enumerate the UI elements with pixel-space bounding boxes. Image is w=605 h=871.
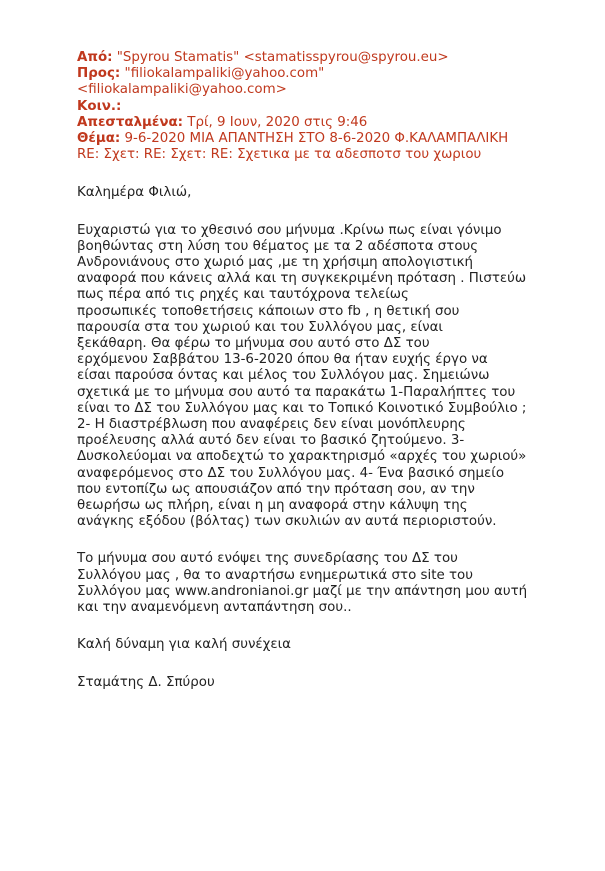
cc-label: Κοιν.: bbox=[77, 98, 122, 114]
body-line: Ευχαριστώ για το χθεσινό σου μήνυμα .Κρίνω πως είναι γόνιμο bbox=[77, 222, 502, 238]
body-line: πως πέρα από τις ρηχές και ταυτόχρονα τελείως bbox=[77, 287, 409, 303]
body-line: βοηθώντας στη λύση του θέματος με τα 2 αδέσποτα στους bbox=[77, 238, 479, 254]
body-line: είσαι παρούσα όντας και μέλος του Συλλόγου μας. Σημειώνω bbox=[77, 368, 490, 384]
body-line: ξεκάθαρη. Θα φέρω το μήνυμα σου αυτό στο ΔΣ του bbox=[77, 336, 430, 352]
body-line: σχετικά με το μήνυμα σου αυτό τα παρακάτω 1-Παραλήπτες του bbox=[77, 384, 516, 400]
subject-value: 9-6-2020 ΜΙΑ ΑΠΑΝΤΗΣΗ ΣΤΟ 8-6-2020 Φ.ΚΑΛΑΜΠΑΛΙΚΗ bbox=[120, 131, 509, 147]
subject-row-continued bbox=[77, 147, 597, 163]
body-line: προέλευσης αλλά αυτό δεν είναι το βασικό ζητούμενο. 3- bbox=[77, 433, 465, 449]
body-line: ανάγκης εξόδου (βόλτας) των σκυλιών αν αυτά περιοριστούν. bbox=[77, 514, 497, 530]
email-header bbox=[77, 50, 597, 163]
cc-row bbox=[77, 99, 597, 115]
from-row bbox=[77, 50, 597, 66]
body-line: Το μήνυμα σου αυτό ενόψει της συνεδρίασης του ΔΣ του bbox=[77, 551, 458, 567]
sent-row bbox=[77, 115, 597, 131]
to-value: "filiokalampaliki@yahoo.com" bbox=[120, 66, 325, 82]
paragraph-2 bbox=[77, 551, 597, 616]
body-line: 2- Η διαστρέβλωση που αναφέρεις δεν είναι μονόπλευρης bbox=[77, 417, 466, 433]
sent-label: Απεσταλμένα: bbox=[77, 114, 184, 130]
body-line: Συλλόγου μας , θα το αναρτήσω ενημερωτικά στο site του bbox=[77, 567, 473, 583]
body-line: παρουσία στα του χωριού και του Συλλόγου μας, είναι bbox=[77, 319, 443, 335]
body-line: Δυσκολεύομαι να αποδεχτώ το χαρακτηρισμό «αρχές του χωριού» bbox=[77, 449, 527, 465]
signature: Σταμάτης Δ. Σπύρου bbox=[77, 674, 215, 690]
body-line: αναφερόμενος στο ΔΣ του Συλλόγου μας. 4- Ένα βασικό σημείο bbox=[77, 465, 505, 481]
body-line: και την αναμενόμενη ανταπάντηση σου.. bbox=[77, 600, 352, 616]
body-line: προσωπικές τοποθετήσεις κάποιων στο fb , η θετική σου bbox=[77, 303, 460, 319]
to-value-continued: <filiokalampaliki@yahoo.com> bbox=[77, 82, 287, 98]
subject-value-continued: RE: Σχετ: RE: Σχετ: RE: Σχετικα με τα αδεσποτσ του χωριου bbox=[77, 147, 482, 163]
email-document bbox=[77, 50, 597, 712]
to-label: Προς: bbox=[77, 66, 121, 82]
greeting: Καλημέρα Φιλιώ, bbox=[77, 185, 192, 201]
paragraph-1 bbox=[77, 223, 597, 531]
body-line: ερχόμενου Σαββάτου 13-6-2020 όπου θα ήταν ευχής έργο να bbox=[77, 352, 488, 368]
body-line: Συλλόγου μας www.andronianoi.gr μαζί με την απάντηση μου αυτή bbox=[77, 583, 528, 599]
body-line: θεωρήσω ως πλήρη, είναι η μη αναφορά στην κάλυψη της bbox=[77, 498, 468, 514]
body-line: είναι το ΔΣ του Συλλόγου μας και το Τοπικό Κοινοτικό Συμβούλιο ; bbox=[77, 400, 527, 416]
body-line: που εντοπίζω ως απουσιάζον από την πρόταση σου, αν την bbox=[77, 481, 475, 497]
from-value: "Spyrou Stamatis" <stamatisspyrou@spyrou.eu> bbox=[112, 50, 449, 65]
from-label: Από: bbox=[77, 50, 113, 65]
sent-value: Τρί, 9 Ιουν, 2020 στις 9:46 bbox=[183, 114, 368, 130]
body-line: αναφορά που κάνεις αλλά και τη συγκεκριμένη πρόταση . Πιστεύω bbox=[77, 271, 527, 287]
to-row bbox=[77, 66, 597, 82]
body-line: Ανδρονιάνους στο χωριό μας ,με τη χρήσιμη απολογιστική bbox=[77, 255, 473, 271]
subject-row bbox=[77, 131, 597, 147]
closing-line: Καλή δύναμη για καλή συνέχεια bbox=[77, 637, 291, 653]
to-row-continued bbox=[77, 82, 597, 98]
subject-label: Θέμα: bbox=[77, 131, 121, 147]
email-body bbox=[77, 185, 597, 690]
